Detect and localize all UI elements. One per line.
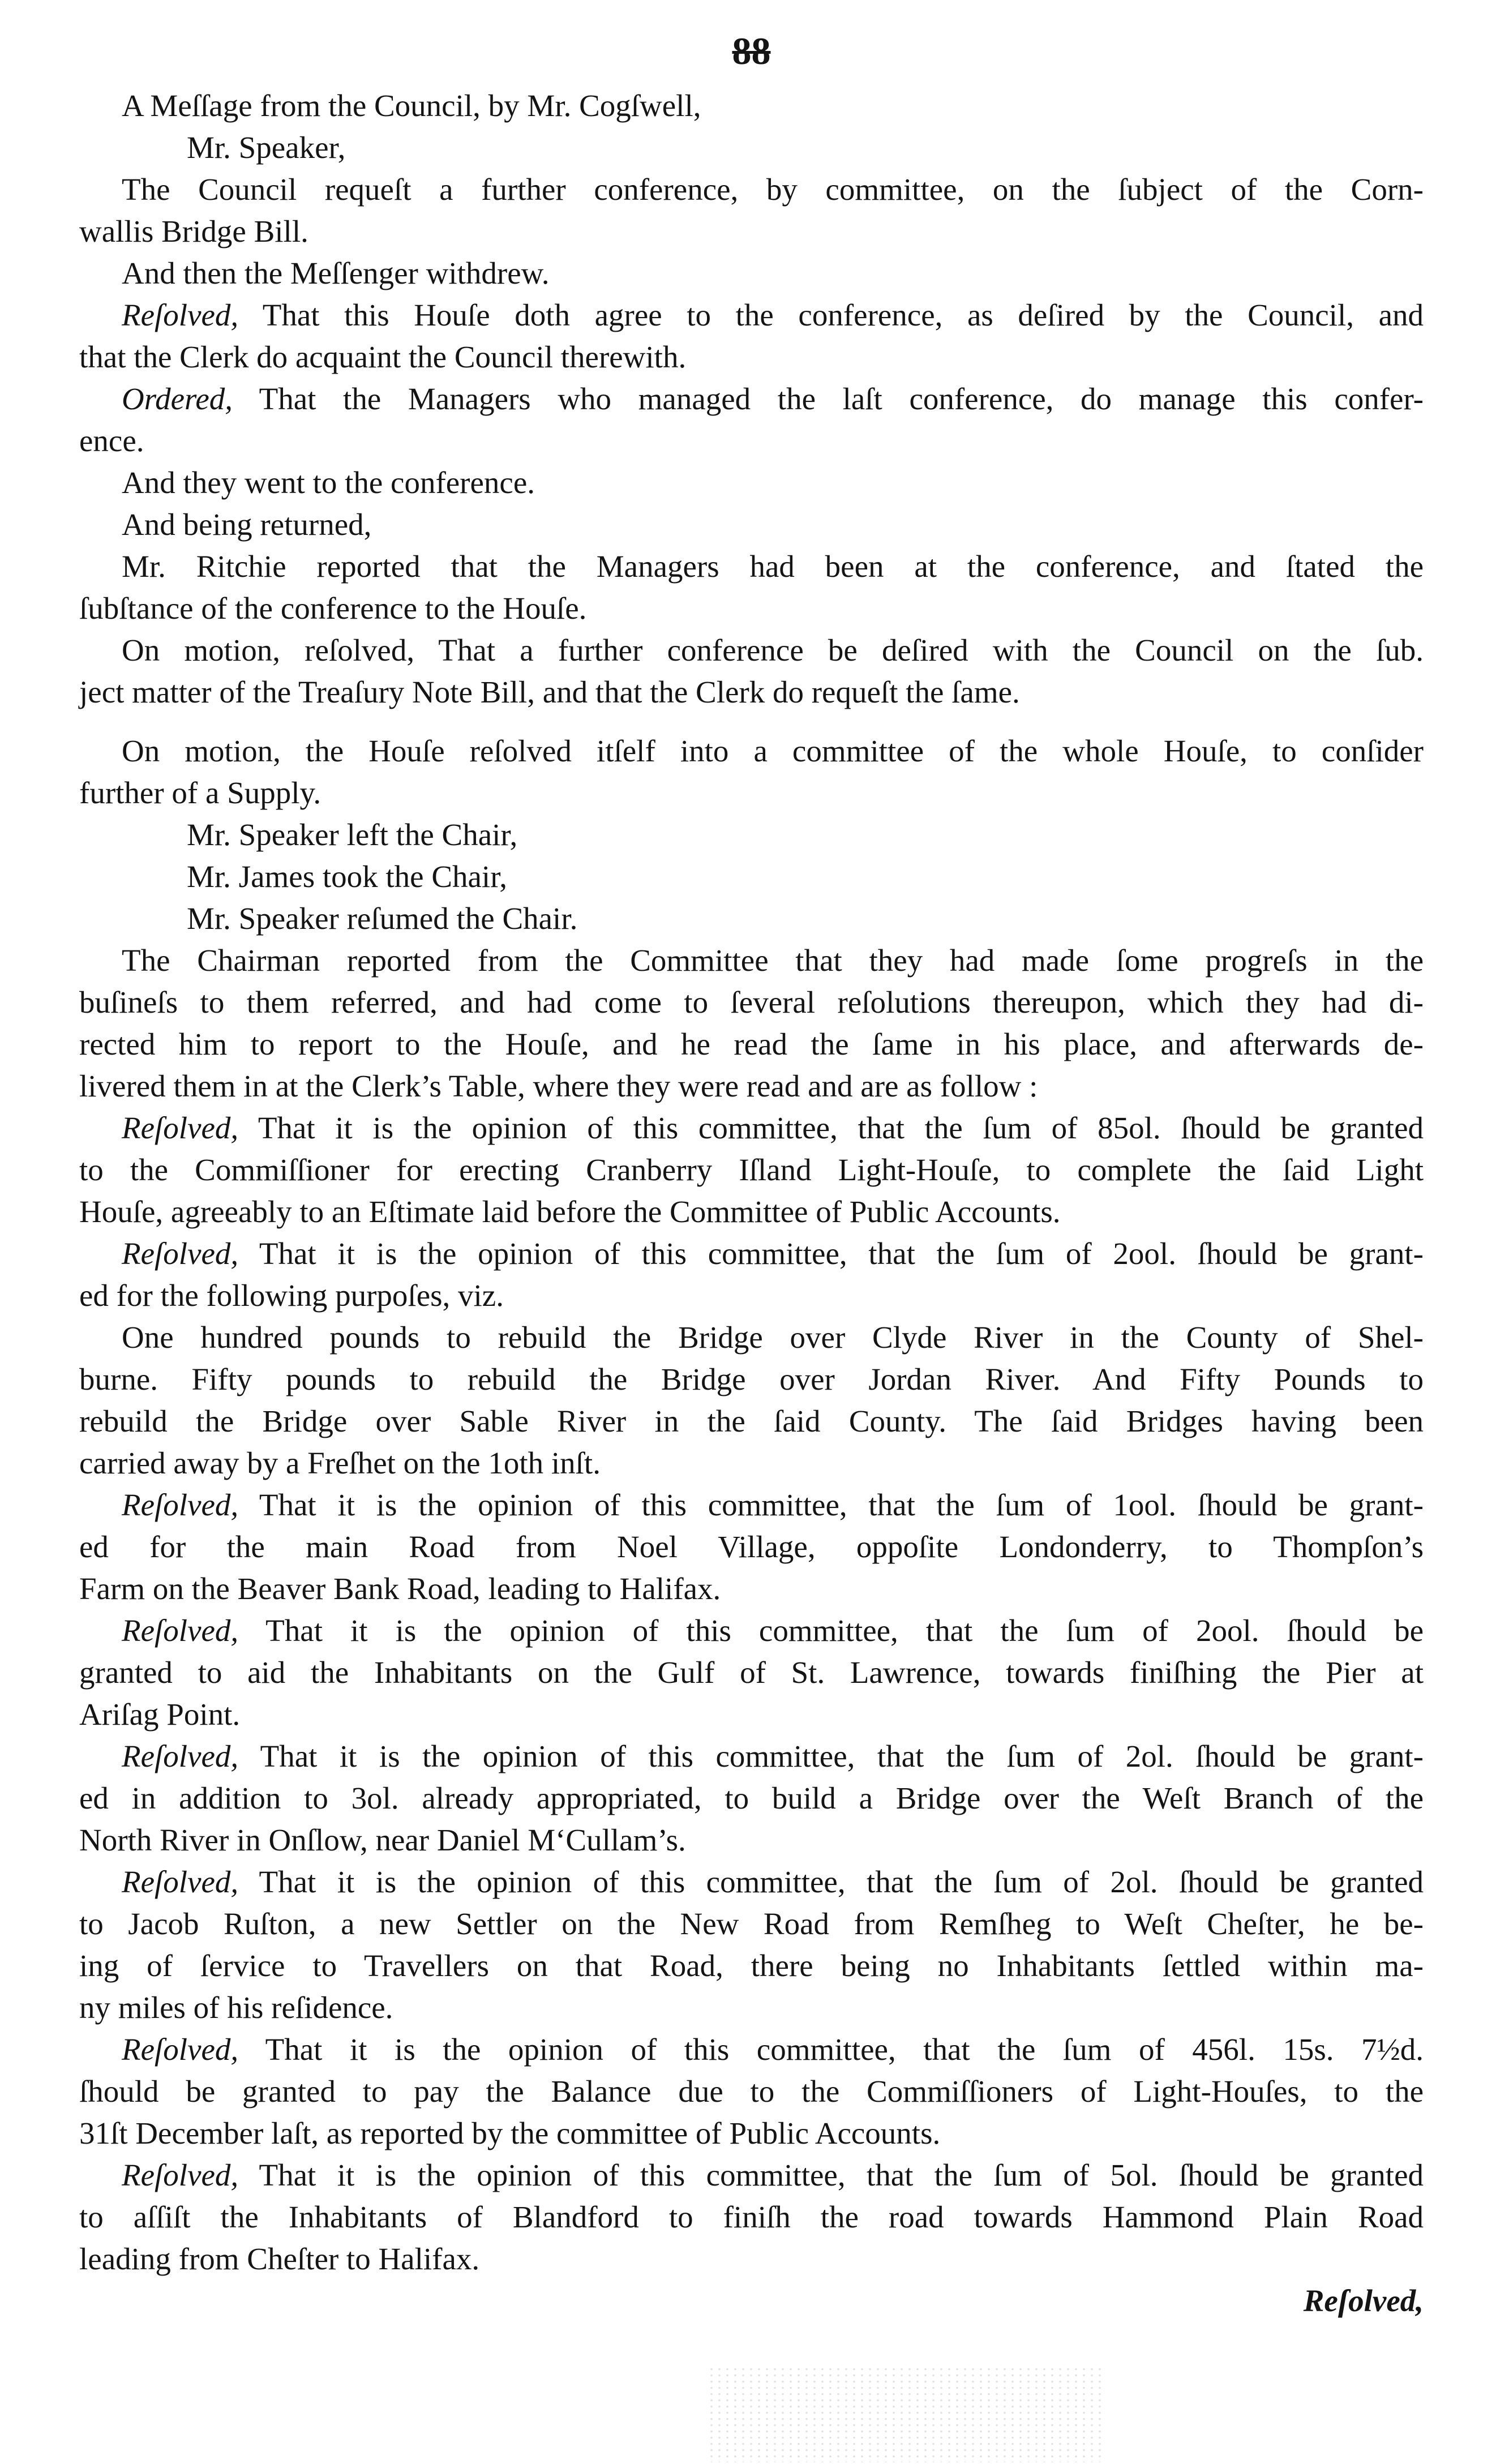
- paragraph: [79, 1735, 1424, 1861]
- paragraph: [79, 1233, 1424, 1317]
- text-line: 31ſt December laſt, as reported by the committee of Public Accounts.: [79, 2116, 941, 2150]
- text-line: wallis Bridge Bill.: [79, 214, 308, 248]
- text-line: ence.: [79, 423, 144, 458]
- paragraph: [79, 940, 1424, 1107]
- paragraph: [79, 546, 1424, 629]
- text-line: granted to aid the Inhabitants on the Gulf of St. Lawrence, towards finiſhing the Pier at: [79, 1655, 1424, 1690]
- document-page: [79, 23, 1424, 2322]
- text-line: ſubſtance of the conference to the Houſe.: [79, 591, 587, 625]
- text-line: The Council requeſt a further conference, by committee, on the ſubject of the Corn-: [122, 172, 1424, 207]
- text-line: ſhould be granted to pay the Balance due to the Commiſſioners of Light-Houſes, to the: [79, 2074, 1424, 2109]
- paragraph: [79, 1107, 1424, 1233]
- paragraph: [79, 462, 1424, 504]
- text-line: rected him to report to the Houſe, and he read the ſame in his place, and afterwards de-: [79, 1027, 1424, 1061]
- text-line: And then the Meſſenger withdrew.: [122, 256, 550, 290]
- paragraph: [79, 856, 1424, 898]
- text-line: The Chairman reported from the Committee that they had made ſome progreſs in the: [122, 943, 1424, 978]
- text-line: Mr. Speaker,: [187, 130, 346, 165]
- paragraph: [79, 814, 1424, 856]
- paragraph: [79, 1317, 1424, 1484]
- text-line: livered them in at the Clerk’s Table, where they were read and are as follow :: [79, 1069, 1038, 1103]
- text-line: Mr. Speaker left the Chair,: [187, 817, 518, 852]
- text-line: Reſolved, That it is the opinion of this committee, that the ſum of 2ool. ſhould be grant-: [122, 1236, 1424, 1271]
- paragraph: [79, 169, 1424, 252]
- catchword: Reſolved,: [1303, 2283, 1424, 2318]
- text-line: ny miles of his reſidence.: [79, 1990, 393, 2025]
- text-line: ject matter of the Treaſury Note Bill, and that the Clerk do requeſt the ſame.: [79, 675, 1020, 709]
- paragraph: [79, 1610, 1424, 1735]
- text-line: leading from Cheſter to Halifax.: [79, 2242, 480, 2276]
- text-line: ing of ſervice to Travellers on that Road, there being no Inhabitants ſettled within ma-: [79, 1948, 1424, 1983]
- text-line: to Jacob Ruſton, a new Settler on the New Road from Remſheg to Weſt Cheſter, he be-: [79, 1906, 1424, 1941]
- text-line: to the Commiſſioner for erecting Cranberry Iſland Light-Houſe, to complete the ſaid Light: [79, 1152, 1424, 1187]
- text-line: that the Clerk do acquaint the Council therewith.: [79, 340, 687, 374]
- text-line: On motion, reſolved, That a further conference be deſired with the Council on the ſub.: [122, 633, 1424, 667]
- text-line: Reſolved, That it is the opinion of this committee, that the ſum of 1ool. ſhould be grant-: [122, 1488, 1424, 1522]
- text-line: Reſolved, That it is the opinion of this committee, that the ſum of 85ol. ſhould be granted: [122, 1111, 1424, 1145]
- text-line: further of a Supply.: [79, 775, 322, 810]
- text-line: Ariſag Point.: [79, 1697, 241, 1732]
- paragraph: [79, 252, 1424, 294]
- text-line: ed in addition to 3ol. already appropriated, to build a Bridge over the Weſt Branch of the: [79, 1781, 1424, 1815]
- paragraph: [79, 2154, 1424, 2280]
- paper-speckle: [708, 2366, 1104, 2462]
- paragraph: [79, 294, 1424, 378]
- text-line: to aſſiſt the Inhabitants of Blandford to finiſh the road towards Hammond Plain Road: [79, 2200, 1424, 2234]
- paragraph: [79, 898, 1424, 940]
- paragraph: [79, 127, 1424, 169]
- text-line: Reſolved, That it is the opinion of this committee, that the ſum of 2ol. ſhould be granted: [122, 1865, 1424, 1899]
- body-text: [79, 85, 1424, 2280]
- paragraph: [79, 504, 1424, 546]
- text-line: ed for the main Road from Noel Village, oppoſite Londonderry, to Thompſon’s: [79, 1529, 1424, 1564]
- text-line: And being returned,: [122, 507, 372, 542]
- text-line: carried away by a Freſhet on the 1oth inſt.: [79, 1446, 601, 1480]
- text-line: Mr. James took the Chair,: [187, 859, 508, 894]
- text-line: One hundred pounds to rebuild the Bridge over Clyde River in the County of Shel-: [122, 1320, 1424, 1355]
- text-line: buſineſs to them referred, and had come to ſeveral reſolutions thereupon, which they had di-: [79, 985, 1424, 1019]
- paragraph: [79, 730, 1424, 814]
- paragraph: [79, 378, 1424, 462]
- text-line: Farm on the Beaver Bank Road, leading to Halifax.: [79, 1571, 721, 1606]
- text-line: And they went to the conference.: [122, 465, 535, 500]
- bottom-row: [79, 2280, 1424, 2322]
- paragraph-gap: [79, 713, 1424, 730]
- paragraph: [79, 85, 1424, 127]
- text-line: Reſolved, That it is the opinion of this committee, that the ſum of 2ool. ſhould be: [122, 1613, 1424, 1648]
- text-line: Houſe, agreeably to an Eſtimate laid before the Committee of Public Accounts.: [79, 1194, 1061, 1229]
- text-line: Mr. Ritchie reported that the Managers had been at the conference, and ſtated the: [122, 549, 1424, 584]
- paragraph: [79, 2029, 1424, 2154]
- text-line: On motion, the Houſe reſolved itſelf into a committee of the whole Houſe, to conſider: [122, 734, 1424, 768]
- paragraph: [79, 1484, 1424, 1610]
- text-line: Reſolved, That it is the opinion of this committee, that the ſum of 456l. 15s. 7½d.: [122, 2032, 1424, 2067]
- text-line: rebuild the Bridge over Sable River in the ſaid County. The ſaid Bridges having been: [79, 1404, 1424, 1438]
- paragraph: [79, 629, 1424, 713]
- text-line: Ordered, That the Managers who managed the laſt conference, do manage this confer-: [122, 382, 1424, 416]
- paragraph: [79, 1861, 1424, 2029]
- text-line: Mr. Speaker reſumed the Chair.: [187, 901, 578, 936]
- page-number: 88: [732, 29, 771, 72]
- text-line: Reſolved, That it is the opinion of this committee, that the ſum of 2ol. ſhould be grant-: [122, 1739, 1424, 1773]
- text-line: Reſolved, That this Houſe doth agree to the conference, as deſired by the Council, and: [122, 298, 1424, 332]
- text-line: North River in Onſlow, near Daniel M‘Cullam’s.: [79, 1823, 686, 1857]
- text-line: Reſolved, That it is the opinion of this committee, that the ſum of 5ol. ſhould be granted: [122, 2158, 1424, 2192]
- text-line: burne. Fifty pounds to rebuild the Bridge over Jordan River. And Fifty Pounds to: [79, 1362, 1424, 1396]
- text-line: ed for the following purpoſes, viz.: [79, 1278, 504, 1313]
- text-line: A Meſſage from the Council, by Mr. Cogſwell,: [122, 88, 701, 123]
